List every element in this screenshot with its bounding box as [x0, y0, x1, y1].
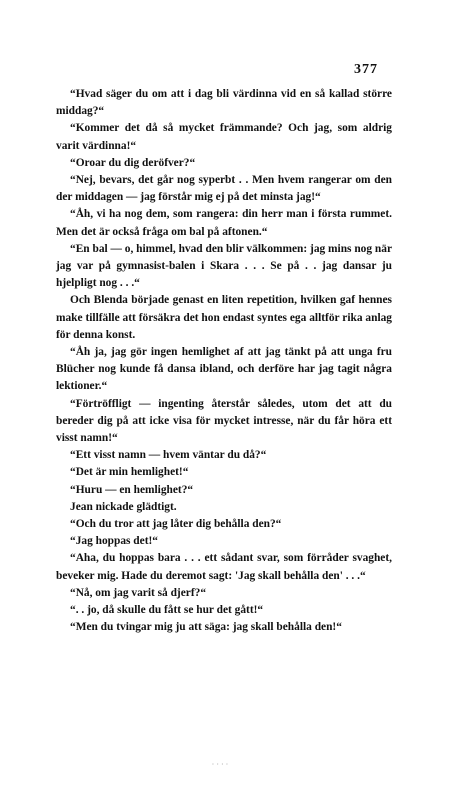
- paragraph: “Nej, bevars, det går nog syperbt . . Men hvem rangerar om den der middagen — jag förstår mig ej på det minsta jag!“: [56, 174, 392, 204]
- paragraph: “En bal — o, himmel, hvad den blir välkommen: jag mins nog när jag var på gymnasist-balen i Skara . . . Se på . . jag dansar ju hjelpligt nog . . .“: [56, 242, 392, 290]
- paragraph: “Aha, du hoppas bara . . . ett sådant svar, som förråder svaghet, beveker mig. Hade du deremot sagt: 'Jag skall behålla den' . . .“: [56, 552, 392, 582]
- paragraph: “Nå, om jag varit så djerf?“: [70, 586, 207, 599]
- paragraph: “Men du tvingar mig ju att säga: jag skall behålla den!“: [70, 621, 342, 634]
- paragraph: “. . jo, då skulle du fått se hur det gått!“: [70, 604, 264, 617]
- paragraph: Jean nickade glädtigt.: [70, 500, 177, 513]
- paragraph: “Ett visst namn — hvem väntar du då?“: [70, 449, 267, 462]
- page-number: 377: [354, 62, 378, 77]
- paragraph: Och Blenda började genast en liten repetition, hvilken gaf hennes make tillfälle att försäkra det hon endast syntes ega alltför rika anlag för denna konst.: [56, 294, 392, 341]
- text-body: [56, 86, 392, 637]
- paragraph: “Åh ja, jag gör ingen hemlighet af att jag tänkt på att unga fru Blücher nog kunde få dansa ibland, och derföre har jag tagit några lektioner.“: [56, 346, 392, 393]
- paragraph: “Oroar du dig deröfver?“: [70, 156, 196, 169]
- paragraph: “Jag hoppas det!“: [70, 535, 158, 548]
- paragraph: “Hvad säger du om att i dag bli värdinna vid en så kallad större middag?“: [56, 88, 392, 118]
- paragraph: “Förtröffligt — ingenting återstår således, utom det att du bereder dig på att icke visa för mycket intresse, när du får höra ett visst namn!“: [56, 397, 392, 445]
- paragraph: “Det är min hemlighet!“: [70, 466, 189, 479]
- paragraph: “Kommer det då så mycket främmande? Och jag, som aldrig varit värdinna!“: [56, 122, 392, 152]
- paragraph: “Och du tror att jag låter dig behålla den?“: [70, 518, 282, 531]
- print-speck: · · · ·: [211, 760, 229, 769]
- paragraph: “Åh, vi ha nog dem, som rangera: din herr man i första rummet. Men det är också fråga om bal på aftonen.“: [56, 208, 392, 238]
- paragraph: “Huru — en hemlighet?“: [70, 483, 194, 496]
